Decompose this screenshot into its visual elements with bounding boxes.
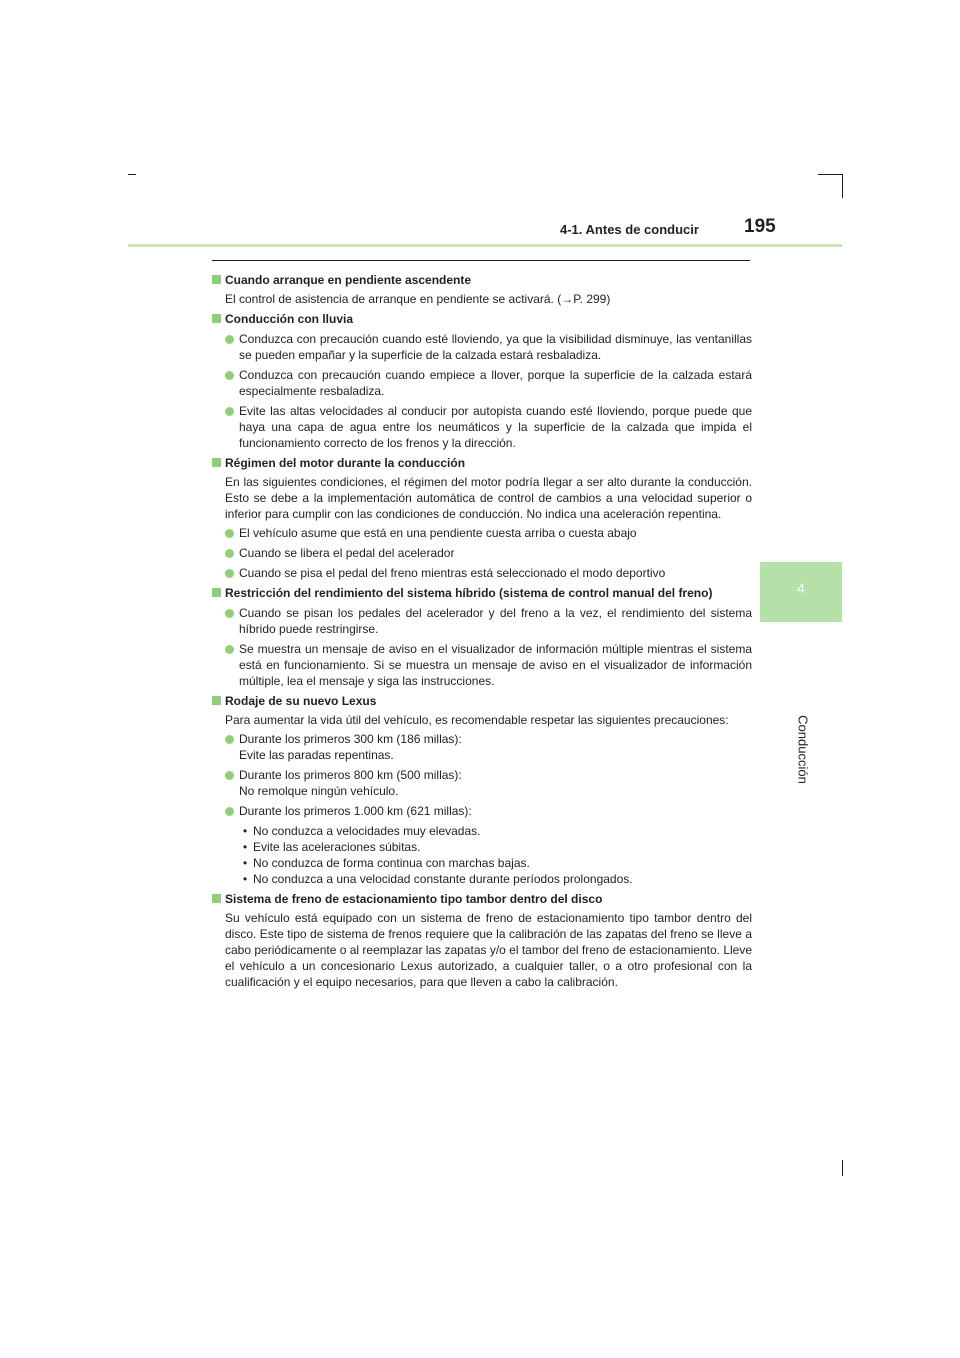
section-heading: Sistema de freno de estacionamiento tipo tambor dentro del disco [212, 891, 752, 909]
section-heading: Restricción del rendimiento del sistema híbrido (sistema de control manual del freno) [212, 585, 752, 603]
crop-mark-top-left [128, 174, 136, 175]
circle-bullet-icon [225, 807, 234, 816]
circle-bullet-icon [225, 569, 234, 578]
list-item: Durante los primeros 1.000 km (621 millas): [212, 803, 752, 819]
crop-mark-top-right-h [818, 174, 842, 175]
sub-list-item: • No conduzca a una velocidad constante durante períodos prolongados. [243, 872, 633, 886]
chapter-label: Conducción [795, 715, 811, 784]
header-rule [128, 244, 842, 247]
section-paragraph: Para aumentar la vida útil del vehículo, es recomendable respetar las siguientes precauciones: [225, 713, 729, 727]
running-header: 4-1. Antes de conducir [560, 222, 699, 237]
page-number: 195 [744, 216, 776, 237]
section-paragraph: Su vehículo está equipado con un sistema de freno de estacionamiento tipo tambor dentro del disco. Este tipo de sistema de frenos requiere que la calibración de las zapatas del freno se lleve a cabo periódicamente o al reemplazar las zapatas y/o el tambor del freno de estacionamiento. Lleve el vehículo a un concesionario Lexus autorizado, a cualquier taller, o a otro profesional con la cualificación y el equipo necesarios, para que lleven a cabo la calibración. [225, 911, 752, 989]
chapter-tab [760, 562, 842, 622]
sub-list-item: • No conduzca de forma continua con marchas bajas. [243, 856, 530, 870]
list-item: Durante los primeros 800 km (500 millas): No remolque ningún vehículo. [212, 767, 752, 799]
circle-bullet-icon [225, 549, 234, 558]
square-bullet-icon [212, 588, 221, 597]
crop-mark-bottom-right [842, 1160, 843, 1176]
list-item: Se muestra un mensaje de aviso en el visualizador de información múltiple mientras el sistema está en funcionamiento. Si se muestra un mensaje de aviso en el visualizador de información múltiple, lea el mensaje y siga las instrucciones. [212, 641, 752, 689]
list-item: Conduzca con precaución cuando esté lloviendo, ya que la visibilidad disminuye, las ventanillas se pueden empañar y la superficie de la calzada estará resbaladiza. [212, 331, 752, 363]
section-heading: Régimen del motor durante la conducción [212, 455, 752, 473]
circle-bullet-icon [225, 407, 234, 416]
circle-bullet-icon [225, 335, 234, 344]
section-paragraph: El control de asistencia de arranque en pendiente se activará. (→P. 299) [225, 292, 611, 306]
list-item: Cuando se pisan los pedales del acelerador y del freno a la vez, el rendimiento del sistema híbrido puede restringirse. [212, 605, 752, 637]
square-bullet-icon [212, 275, 221, 284]
list-item: Cuando se libera el pedal del acelerador [212, 545, 752, 561]
circle-bullet-icon [225, 371, 234, 380]
list-item: El vehículo asume que está en una pendiente cuesta arriba o cuesta abajo [212, 525, 752, 541]
circle-bullet-icon [225, 771, 234, 780]
page-content [212, 268, 752, 993]
circle-bullet-icon [225, 609, 234, 618]
chapter-side-label [782, 700, 822, 810]
chapter-number: 4 [797, 580, 805, 596]
section-heading: Conducción con lluvia [212, 311, 752, 329]
list-item: Durante los primeros 300 km (186 millas): Evite las paradas repentinas. [212, 731, 752, 763]
square-bullet-icon [212, 458, 221, 467]
crop-mark-top-right-v [842, 174, 843, 198]
circle-bullet-icon [225, 645, 234, 654]
list-item: Cuando se pisa el pedal del freno mientras está seleccionado el modo deportivo [212, 565, 752, 581]
square-bullet-icon [212, 894, 221, 903]
circle-bullet-icon [225, 735, 234, 744]
section-heading: Rodaje de su nuevo Lexus [212, 693, 752, 711]
section-heading: Cuando arranque en pendiente ascendente [212, 272, 752, 290]
square-bullet-icon [212, 696, 221, 705]
list-item: Evite las altas velocidades al conducir por autopista cuando esté lloviendo, porque puede que haya una capa de agua entre los neumáticos y la superficie de la calzada que impida el funcionamiento correcto de los frenos y la dirección. [212, 403, 752, 451]
list-item: Conduzca con precaución cuando empiece a llover, porque la superficie de la calzada estará especialmente resbaladiza. [212, 367, 752, 399]
circle-bullet-icon [225, 529, 234, 538]
sub-list-item: • No conduzca a velocidades muy elevadas. [243, 824, 481, 838]
section-paragraph: En las siguientes condiciones, el régimen del motor podría llegar a ser alto durante la conducción. Esto se debe a la implementación automática de control de cambios a una velocidad superior o inferior para cumplir con las condiciones de conducción. No indica una aceleración repentina. [225, 475, 752, 521]
square-bullet-icon [212, 314, 221, 323]
content-top-rule [212, 260, 750, 261]
sub-list-item: • Evite las aceleraciones súbitas. [243, 840, 421, 854]
